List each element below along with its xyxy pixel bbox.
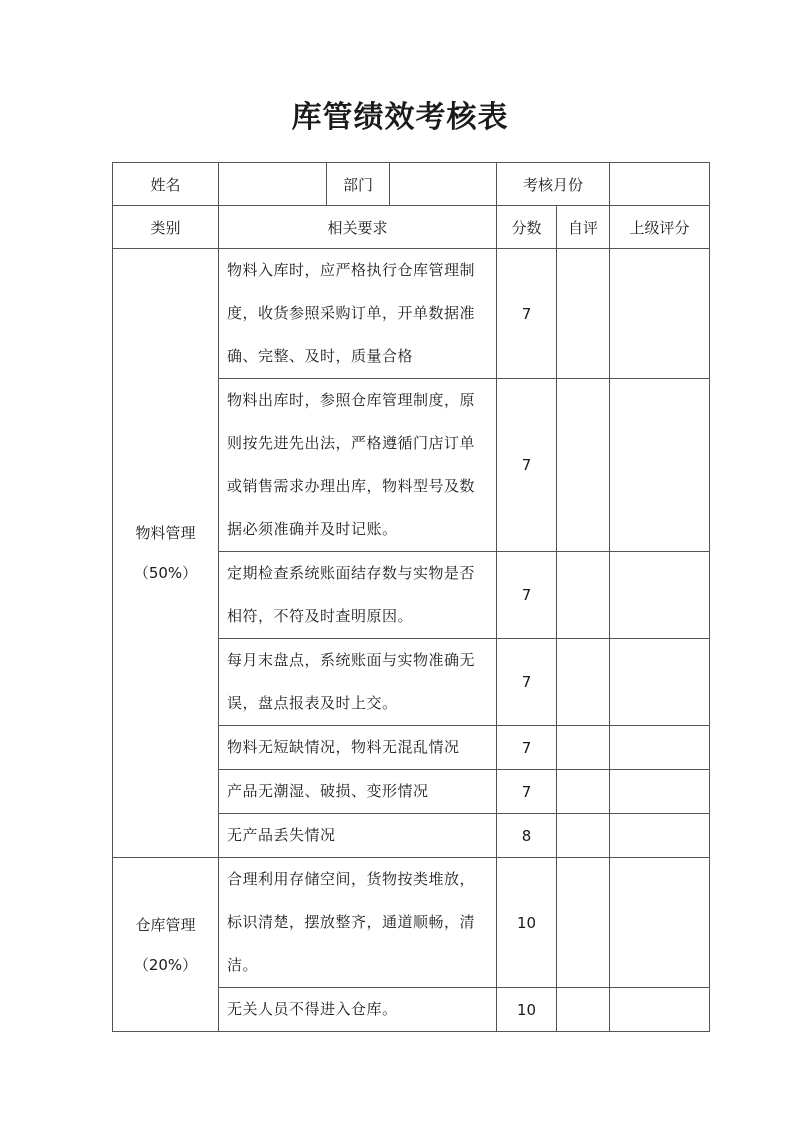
- col-supervisor-eval: 上级评分: [610, 206, 710, 249]
- table-row: [113, 249, 710, 379]
- month-label: 考核月份: [497, 163, 610, 206]
- self-eval-cell[interactable]: [557, 726, 610, 770]
- category-name: 物料管理: [135, 524, 196, 542]
- supervisor-eval-cell[interactable]: [610, 379, 710, 552]
- name-label: 姓名: [113, 163, 219, 206]
- self-eval-cell[interactable]: [557, 552, 610, 639]
- category-name: 仓库管理: [135, 915, 196, 934]
- requirement-cell: 物料无短缺情况，物料无混乱情况: [219, 726, 497, 770]
- category-cell-material: [113, 249, 219, 858]
- table-row: [113, 858, 710, 988]
- supervisor-eval-cell[interactable]: [610, 858, 710, 988]
- score-cell: 7: [497, 639, 557, 726]
- info-row: [113, 163, 710, 206]
- self-eval-cell[interactable]: [557, 988, 610, 1032]
- supervisor-eval-cell[interactable]: [610, 814, 710, 858]
- self-eval-cell[interactable]: [557, 379, 610, 552]
- supervisor-eval-cell[interactable]: [610, 552, 710, 639]
- evaluation-table: [112, 162, 710, 1032]
- category-cell-warehouse: [113, 858, 219, 1032]
- requirement-cell: 物料入库时，应严格执行仓库管理制度，收货参照采购订单，开单数据准确、完整、及时，质量合格: [219, 249, 497, 379]
- category-weight: （50%）: [133, 564, 198, 582]
- requirement-cell: 产品无潮湿、破损、变形情况: [219, 770, 497, 814]
- requirement-cell: 每月末盘点，系统账面与实物准确无误，盘点报表及时上交。: [219, 639, 497, 726]
- supervisor-eval-cell[interactable]: [610, 988, 710, 1032]
- score-cell: 7: [497, 726, 557, 770]
- score-cell: 7: [497, 770, 557, 814]
- requirement-cell: 无产品丢失情况: [219, 814, 497, 858]
- self-eval-cell[interactable]: [557, 814, 610, 858]
- self-eval-cell[interactable]: [557, 770, 610, 814]
- col-score: 分数: [497, 206, 557, 249]
- col-self-eval: 自评: [557, 206, 610, 249]
- score-cell: 8: [497, 814, 557, 858]
- name-field[interactable]: [219, 163, 327, 206]
- self-eval-cell[interactable]: [557, 639, 610, 726]
- month-field[interactable]: [610, 163, 710, 206]
- dept-label: 部门: [327, 163, 390, 206]
- col-requirement: 相关要求: [219, 206, 497, 249]
- score-cell: 10: [497, 858, 557, 988]
- score-cell: 7: [497, 379, 557, 552]
- page-title: 库管绩效考核表: [291, 100, 509, 135]
- column-header-row: [113, 206, 710, 249]
- col-category: 类别: [113, 206, 219, 249]
- requirement-cell: 无关人员不得进入仓库。: [219, 988, 497, 1032]
- requirement-cell: 物料出库时，参照仓库管理制度，原则按先进先出法，严格遵循门店订单或销售需求办理出库，物料型号及数据必须准确并及时记账。: [219, 379, 497, 552]
- score-cell: 7: [497, 552, 557, 639]
- category-weight: （20%）: [133, 955, 198, 974]
- requirement-cell: 合理利用存储空间，货物按类堆放，标识清楚，摆放整齐，通道顺畅，清洁。: [219, 858, 497, 988]
- dept-field[interactable]: [390, 163, 497, 206]
- supervisor-eval-cell[interactable]: [610, 726, 710, 770]
- score-cell: 10: [497, 988, 557, 1032]
- self-eval-cell[interactable]: [557, 249, 610, 379]
- supervisor-eval-cell[interactable]: [610, 770, 710, 814]
- score-cell: 7: [497, 249, 557, 379]
- requirement-cell: 定期检查系统账面结存数与实物是否相符，不符及时查明原因。: [219, 552, 497, 639]
- self-eval-cell[interactable]: [557, 858, 610, 988]
- supervisor-eval-cell[interactable]: [610, 249, 710, 379]
- supervisor-eval-cell[interactable]: [610, 639, 710, 726]
